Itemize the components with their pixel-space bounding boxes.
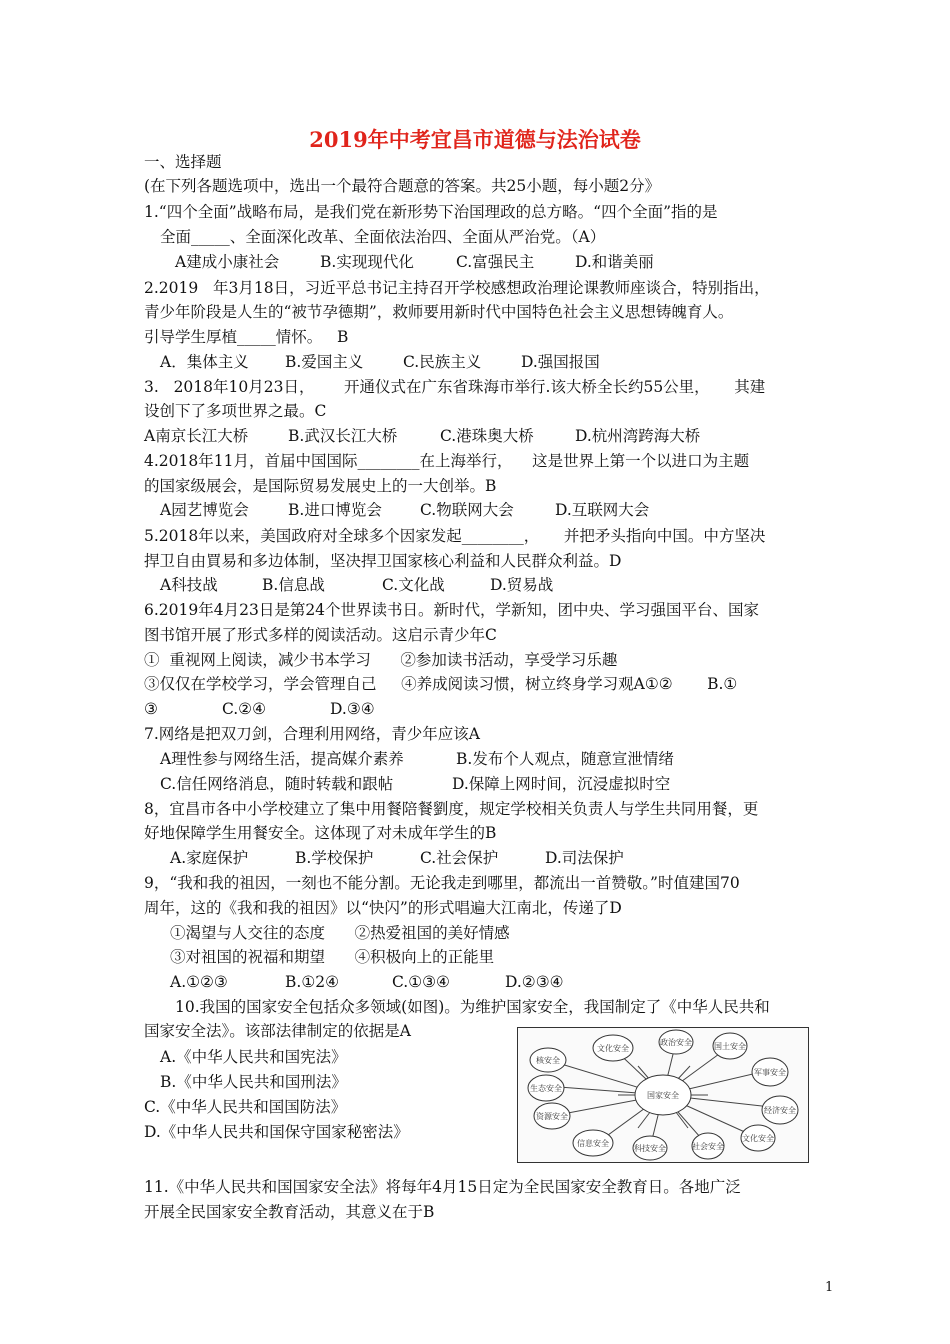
q3-option-a: A南京长江大桥 — [144, 427, 249, 445]
q2-stem-line1: 2.2019 年3月18日，习近平总书记主持召开学校感想政治理论课教师座谈合，特别指出， — [144, 279, 770, 297]
q8-stem-line1: 8，宜昌市各中小学校建立了集中用餐陪餐劉度，规定学校相关负责人与学生共同用餐，更 — [144, 800, 759, 818]
q5-stem-line1: 5.2018年以来，美国政府对全球多个因家发起________， 并把矛头指向中国。中方坚决 — [144, 527, 766, 545]
q6-stem-line5: ③ C.②④ D.③④ — [144, 700, 375, 718]
q1-stem-line2: 全面_____、全面深化改革、全面依法治四、全面从严治党。（A） — [160, 228, 606, 246]
section-heading: 一、选择题 — [144, 153, 222, 171]
instructions: (在下列各题选项中，选出一个最符合题意的答案。共25小题，每小题2分》 — [144, 177, 661, 195]
q10-option-b: B.《中华人民共和国刑法》 — [160, 1073, 347, 1091]
q4-option-d: D.互联网大会 — [555, 501, 650, 519]
q6-stem-line1: 6.2019年4月23日是第24个世界读书日。新时代，学新知，团中央、学习强国平台、国家 — [144, 601, 760, 619]
q5-stem-line2: 捍卫自由買易和多边体制，坚决捍卫国家核心利益和人民群众利益。D — [144, 552, 622, 570]
figure-node: 文化安全 — [742, 1134, 774, 1143]
q9-option-a: A.①②③ — [170, 973, 228, 991]
figure-node: 信息安全 — [577, 1139, 609, 1148]
q5-option-b: B.信息战 — [262, 576, 325, 594]
figure-node: 军事安全 — [754, 1068, 786, 1077]
q2-stem-line2: 青少年阶段是人生的“被节孕德期”，救师要用新时代中国特色社会主义思想铸魄育人。 — [144, 303, 734, 321]
figure-node: 科技安全 — [634, 1144, 666, 1153]
figure-node: 经济安全 — [764, 1106, 796, 1115]
q1-option-b: B.实现现代化 — [320, 253, 414, 271]
figure-center-label: 国家安全 — [647, 1091, 679, 1100]
q8-option-a: A.家庭保护 — [170, 849, 249, 867]
q1-option-d: D.和谐美丽 — [575, 253, 654, 271]
q1-option-a: A建成小康社会 — [175, 253, 280, 271]
q8-option-d: D.司法保护 — [545, 849, 624, 867]
q2-option-c: C.民族主义 — [403, 353, 482, 371]
q6-stem-line2: 图书馆开展了形式多样的阅读活动。这启示青少年C — [144, 626, 497, 644]
q6-stem-line3: ① 重视网上阅读，减少书本学习 ②参加读书活动，享受学习乐趣 — [144, 651, 618, 669]
q7-option-c: C.信任网络消息，随时转载和跟帖 — [160, 775, 394, 793]
figure-node: 政治安全 — [660, 1038, 692, 1047]
figure-node: 国土安全 — [714, 1042, 746, 1051]
q4-option-b: B.进口博览会 — [288, 501, 382, 519]
q11-stem-line2: 开展全民国家安全教育活动，其意义在于B — [144, 1203, 435, 1221]
q10-option-a: A.《中华人民共和国宪法》 — [160, 1048, 347, 1066]
q7-option-b: B.发布个人观点，随意宣泄情绪 — [456, 750, 674, 768]
q9-option-c: C.①③④ — [392, 973, 450, 991]
q2-option-d: D.强国报国 — [521, 353, 600, 371]
q5-option-d: D.贸易战 — [490, 576, 554, 594]
q2-stem-line3: 引导学生厚植_____情怀。 B — [144, 328, 349, 346]
q7-option-d: D.保障上网时间，沉浸虚拟时空 — [452, 775, 671, 793]
q10-stem-line1: 10.我国的国家安全包括众多领域(如图)。为维护国家安全，我国制定了《中华人民共和 — [175, 998, 770, 1016]
figure-node: 资源安全 — [536, 1112, 568, 1121]
q4-option-c: C.物联网大会 — [420, 501, 514, 519]
q9-stem-line4: ③对祖国的祝福和期望 ④积极向上的正能里 — [170, 948, 495, 966]
q2-option-a: A．集体主义 — [160, 353, 249, 371]
q4-option-a: A园艺博览会 — [160, 501, 249, 519]
q8-option-c: C.社会保护 — [420, 849, 499, 867]
q2-option-b: B.爱国主义 — [285, 353, 364, 371]
q9-option-d: D.②③④ — [505, 973, 564, 991]
figure-node: 社会安全 — [692, 1142, 724, 1151]
q3-stem-line1: 3. 2018年10月23日， 开通仪式在广东省珠海市举行.该大桥全长约55公里， 其建 — [144, 378, 766, 396]
q3-option-b: B.武汉长江大桥 — [288, 427, 398, 445]
q1-option-c: C.富强民主 — [456, 253, 535, 271]
q6-stem-line4: ③仅仅在学校学习，学会管理自己 ④养成阅读习惯，树立终身学习观A①② B.① — [144, 675, 738, 693]
q10-stem-line2: 国家安全法》。该部法律制定的依据是A — [144, 1022, 411, 1040]
figure-node: 核安全 — [536, 1056, 560, 1065]
q3-option-d: D.杭州湾跨海大桥 — [575, 427, 701, 445]
q4-stem-line2: 的国家级展会，是国际贸易发展史上的一大创举。B — [144, 477, 497, 495]
q3-stem-line2: 设创下了多项世界之最。C — [144, 402, 327, 420]
q9-stem-line2: 周年，这的《我和我的祖因》以“快闪”的形式唱遍大江南北，传递了D — [144, 899, 622, 917]
q5-option-a: A科技战 — [160, 576, 218, 594]
q9-stem-line1: 9，“我和我的祖因，一刻也不能分割。无论我走到哪里，都流出一首赞敬。”时值建国70 — [144, 874, 740, 892]
q9-stem-line3: ①渴望与人交往的态度 ②热爱祖国的美好情感 — [170, 924, 510, 942]
q8-stem-line2: 好地保障学生用餐安全。这体现了对未成年学生的B — [144, 824, 497, 842]
figure-node: 生态安全 — [530, 1084, 562, 1093]
national-security-diagram — [517, 1027, 809, 1163]
q10-option-c: C.《中华人民共和国国防法》 — [144, 1098, 347, 1116]
q7-stem-line1: 7.网络是把双刀剑，合理利用网络，青少年应该A — [144, 725, 480, 743]
q1-stem-line1: 1.“四个全面”战略布局，是我们党在新形势下治国理政的总方略。“四个全面”指的是 — [144, 203, 718, 221]
page-number: 1 — [825, 1280, 834, 1295]
q9-option-b: B.①2④ — [285, 973, 339, 991]
q11-stem-line1: 11.《中华人民共和国国家安全法》将每年4月15日定为全民国家安全教育日。各地广泛 — [144, 1178, 741, 1196]
figure-node: 文化安全 — [597, 1044, 629, 1053]
q7-option-a: A理性参与网络生活，提高媒介素养 — [160, 750, 404, 768]
q5-option-c: C.文化战 — [382, 576, 445, 594]
q10-option-d: D.《中华人民共和国保守国家秘密法》 — [144, 1123, 409, 1141]
q3-option-c: C.港珠奥大桥 — [440, 427, 534, 445]
q4-stem-line1: 4.2018年11月，首届中国国际________在上海举行， 这是世界上第一个以进口为主题 — [144, 452, 750, 470]
page-title: 2019年中考宜昌市道德与法治试卷 — [309, 127, 641, 152]
q8-option-b: B.学校保护 — [295, 849, 374, 867]
